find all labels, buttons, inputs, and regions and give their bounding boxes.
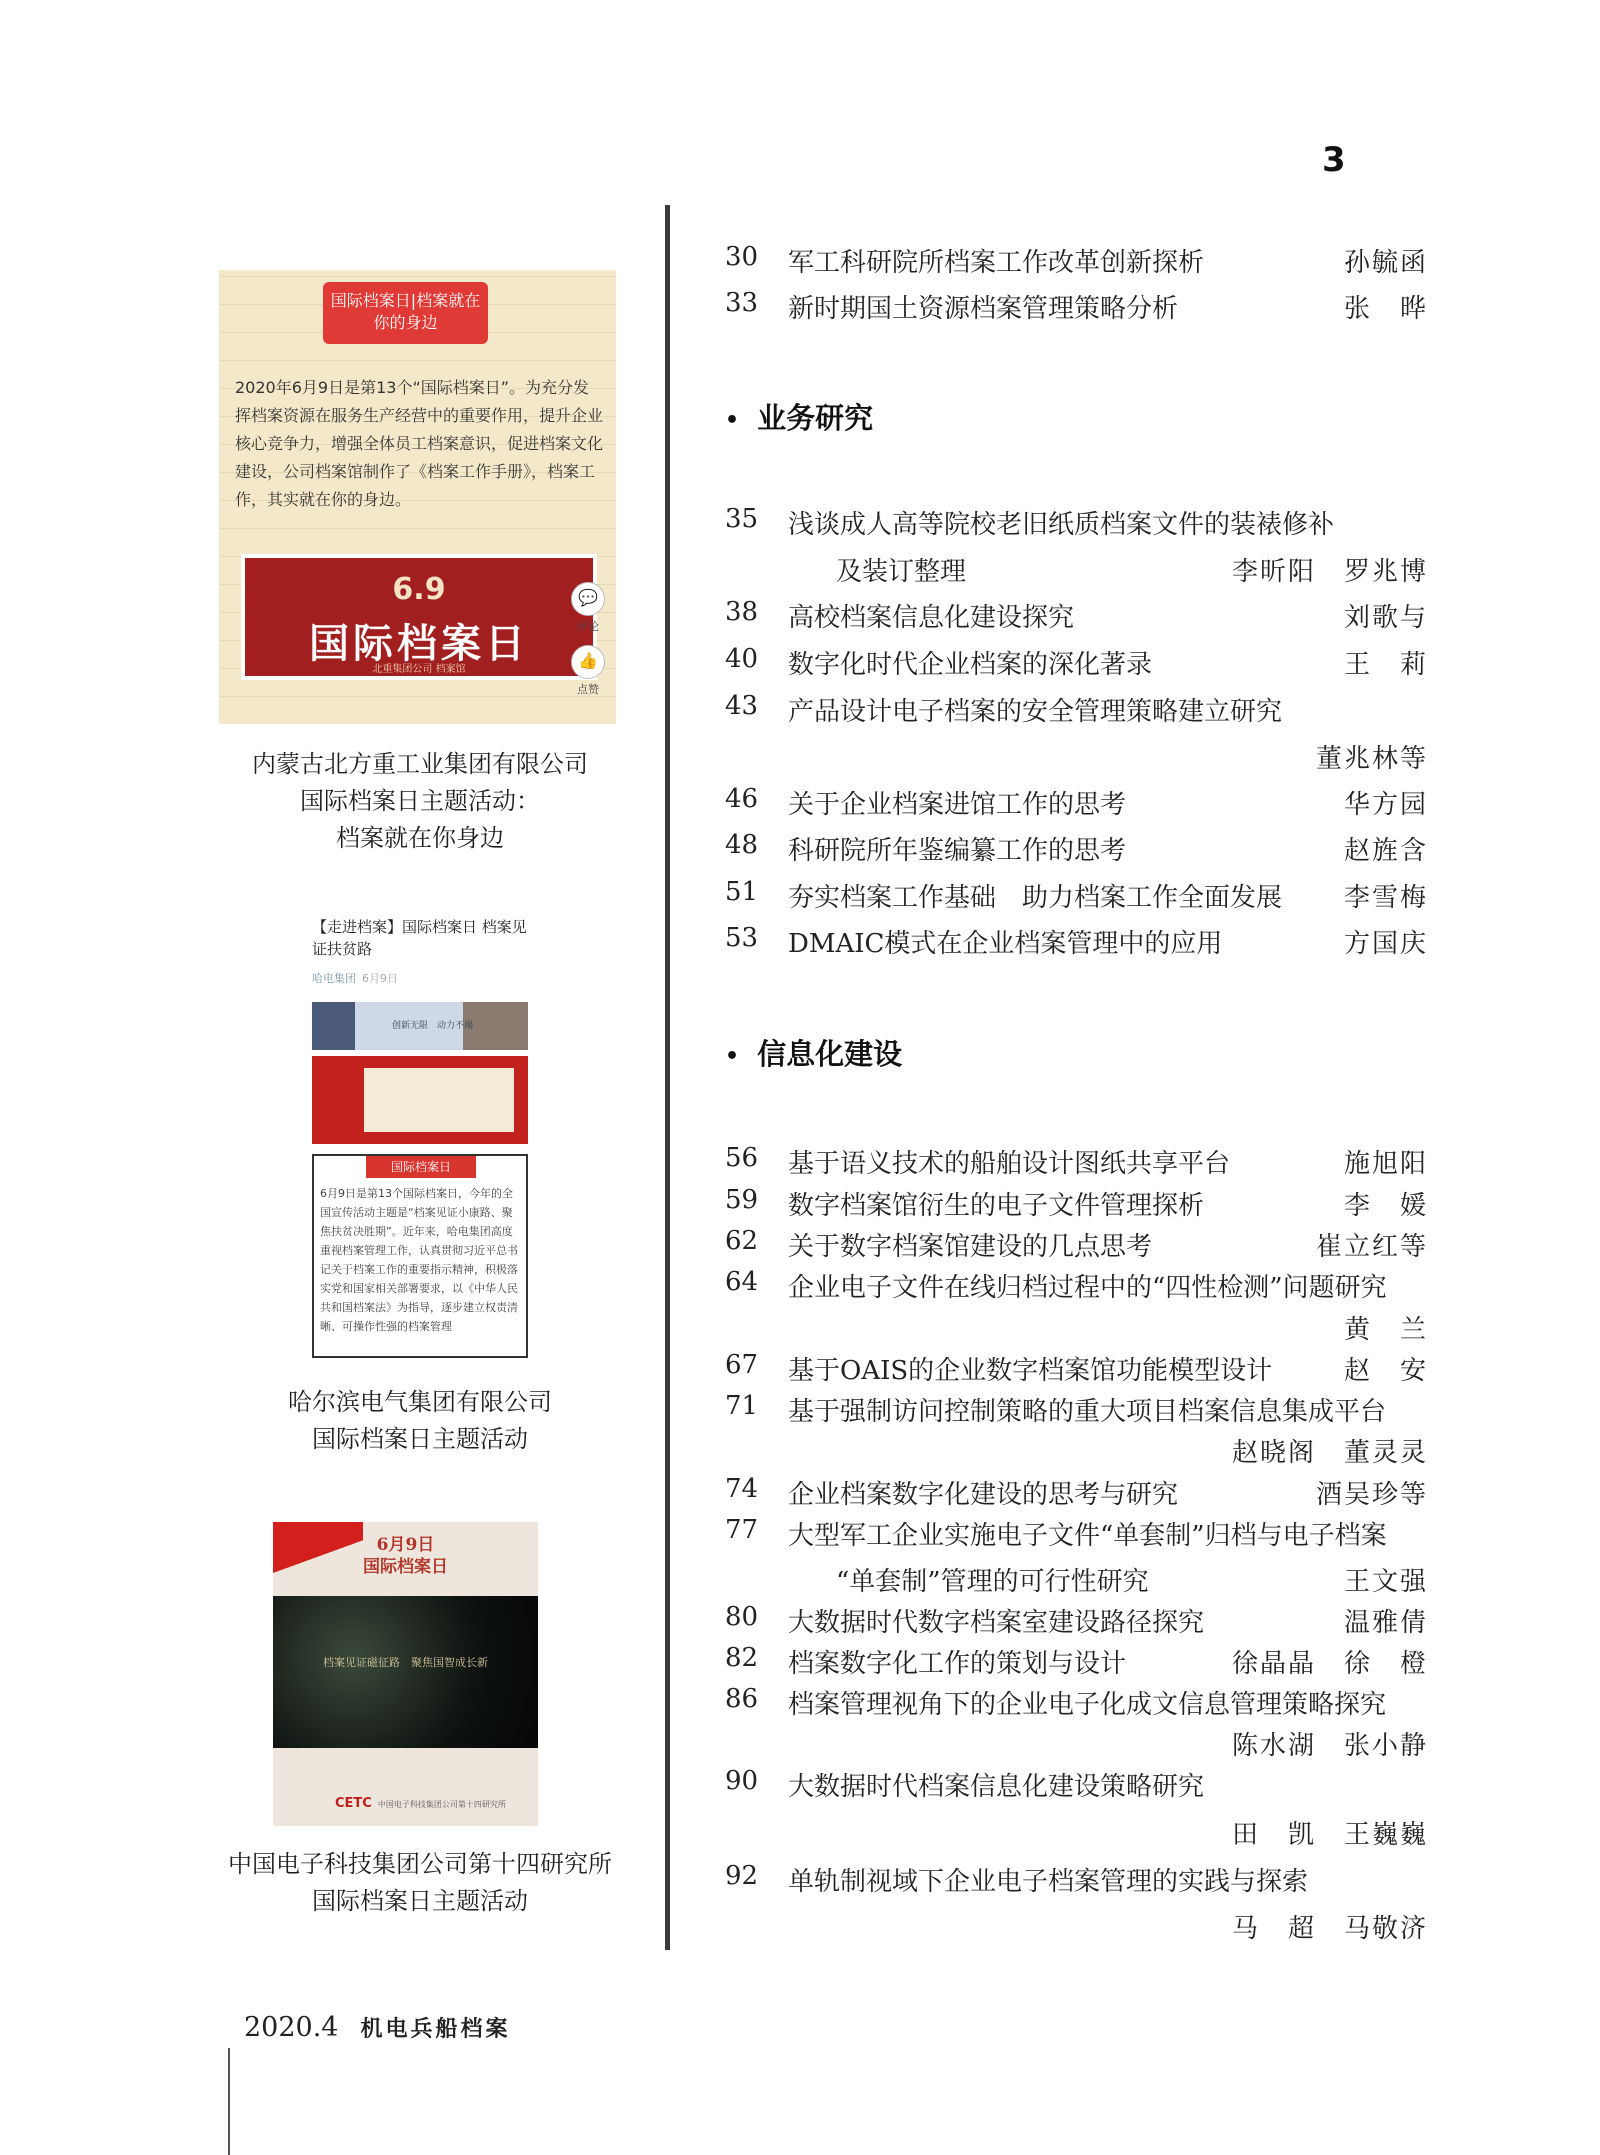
- page-ref: 80: [725, 1602, 759, 1632]
- page-ref: 46: [725, 784, 759, 814]
- toc-entry[interactable]: [700, 288, 1440, 328]
- article-title: 企业电子文件在线归档过程中的“四性检测”问题研究: [788, 1273, 1387, 1303]
- toc-entry[interactable]: [700, 1226, 1440, 1266]
- magazine-name: 机电兵船档案: [360, 2016, 511, 2042]
- toc-entry-continued[interactable]: [700, 1432, 1440, 1472]
- page-ref: 59: [725, 1185, 759, 1215]
- page-ref: 62: [725, 1226, 759, 1256]
- toc-entry[interactable]: [700, 1643, 1440, 1683]
- toc-entry[interactable]: [700, 877, 1440, 917]
- toc-entry-continued[interactable]: [700, 1309, 1440, 1349]
- page-ref: 48: [725, 830, 759, 860]
- page-ref: 90: [725, 1766, 759, 1796]
- photo-caption: 哈尔滨电气集团有限公司 国际档案日主题活动: [288, 1388, 552, 1453]
- article-title: 档案管理视角下的企业电子化成文信息管理策略探究: [788, 1690, 1387, 1720]
- poster-heading: 6月9日 国际档案日: [363, 1535, 448, 1577]
- dark-banner: 档案见证磁征路 聚焦国智成长新: [273, 1596, 538, 1748]
- toc-entry[interactable]: [700, 784, 1440, 824]
- article-title: 高校档案信息化建设探究: [788, 603, 1075, 633]
- toc-entry[interactable]: [700, 1602, 1440, 1642]
- article-author: 赵晓阁 董灵灵: [1231, 1438, 1428, 1468]
- article-title: 企业档案数字化建设的思考与研究: [788, 1480, 1179, 1510]
- article-title: 产品设计电子档案的安全管理策略建立研究: [788, 697, 1283, 727]
- page-ref: 56: [725, 1143, 759, 1173]
- toc-entry[interactable]: [700, 691, 1440, 731]
- photo-archive-day-wechat-post: [219, 270, 616, 724]
- article-excerpt: [312, 1154, 528, 1358]
- page-ref: 82: [725, 1643, 759, 1673]
- thumbs-up-icon: 👍: [571, 645, 605, 679]
- article-title: 基于OAIS的企业数字档案馆功能模型设计: [788, 1356, 1273, 1386]
- page-ref: 53: [725, 923, 759, 953]
- section-heading: • 业务研究: [725, 401, 874, 435]
- article-title: 单轨制视域下企业电子档案管理的实践与探索: [788, 1867, 1309, 1897]
- poster-title: 国际档案日: [309, 621, 529, 667]
- comment-button[interactable]: 💬 评论: [570, 582, 606, 634]
- toc-entry[interactable]: [700, 1350, 1440, 1390]
- article-title: 数字档案馆衍生的电子文件管理探析: [788, 1191, 1205, 1221]
- poster-org: 北重集团公司 档案馆: [372, 664, 466, 675]
- column-divider: [665, 205, 670, 1950]
- page-ref: 71: [725, 1391, 759, 1421]
- article-title: 军工科研院所档案工作改革创新探析: [788, 248, 1205, 278]
- page-ref: 43: [725, 691, 759, 721]
- page-footer: [244, 2012, 511, 2043]
- comment-icon: 💬: [571, 582, 605, 616]
- archive-day-poster: [241, 554, 597, 680]
- article-title: 关于数字档案馆建设的几点思考: [788, 1232, 1153, 1262]
- article-title: 浅谈成人高等院校老旧纸质档案文件的装裱修补: [788, 510, 1335, 540]
- article-title: “单套制”管理的可行性研究: [836, 1567, 1149, 1597]
- toc-entry[interactable]: [700, 1766, 1440, 1806]
- article-author: 王文强: [1343, 1567, 1428, 1597]
- toc-entry-continued[interactable]: [700, 1561, 1440, 1601]
- page-ref: 74: [725, 1474, 759, 1504]
- article-author: 施旭阳: [1343, 1149, 1428, 1179]
- article-title: 大数据时代档案信息化建设策略研究: [788, 1772, 1205, 1802]
- toc-entry[interactable]: [700, 1185, 1440, 1225]
- page-number: 3: [1322, 140, 1346, 180]
- article-author: 田 凯 王巍巍: [1231, 1820, 1428, 1850]
- toc-entry[interactable]: [700, 504, 1440, 544]
- article-author: 赵 安: [1343, 1356, 1428, 1386]
- poster-date: 6.9: [392, 572, 446, 607]
- issue-number: 2020.4: [244, 2012, 339, 2043]
- article-title: 基于强制访问控制策略的重大项目档案信息集成平台: [788, 1397, 1387, 1427]
- page-ref: 67: [725, 1350, 759, 1380]
- article-author: 黄 兰: [1343, 1315, 1428, 1345]
- article-title: 科研院所年鉴编纂工作的思考: [788, 836, 1127, 866]
- article-author: 马 超 马敬济: [1231, 1914, 1428, 1944]
- page-ref: 38: [725, 597, 759, 627]
- article-author: 温雅倩: [1343, 1608, 1428, 1638]
- article-title: 大数据时代数字档案室建设路径探究: [788, 1608, 1205, 1638]
- photo-caption: 中国电子科技集团公司第十四研究所 国际档案日主题活动: [228, 1850, 612, 1915]
- toc-entry-continued[interactable]: [700, 738, 1440, 778]
- article-author: 崔立红等: [1315, 1232, 1428, 1262]
- toc-entry-continued[interactable]: [700, 1908, 1440, 1948]
- excerpt-text: 6月9日是第13个国际档案日，今年的全国宣传活动主题是“档案见证小康路、聚焦扶贫决胜期”。近年来，哈电集团高度重视档案管理工作，认真贯彻习近平总书记关于档案工作的重要指示精神，积极落实党和国家相关部署要求，以《中华人民共和国档案法》为指导，逐步建立权责清晰、可操作性强的档案管理: [320, 1187, 518, 1333]
- article-author: 赵旌含: [1343, 836, 1428, 866]
- like-button[interactable]: 👍 点赞: [570, 645, 606, 697]
- excerpt-tag: 国际档案日: [366, 1156, 476, 1178]
- article-author: 李 媛: [1343, 1191, 1428, 1221]
- page-ref: 35: [725, 504, 759, 534]
- toc-entry[interactable]: [700, 1684, 1440, 1724]
- article-title: 及装订整理: [836, 557, 967, 587]
- toc-entry[interactable]: [700, 644, 1440, 684]
- article-author: 李雪梅: [1343, 883, 1428, 913]
- section-heading: • 信息化建设: [725, 1037, 903, 1071]
- page-ref: 33: [725, 288, 759, 318]
- page-ref: 30: [725, 242, 759, 272]
- page-ref: 64: [725, 1267, 759, 1297]
- toc-entry[interactable]: [700, 1143, 1440, 1183]
- page-ref: 92: [725, 1861, 759, 1891]
- toc-entry[interactable]: [700, 1267, 1440, 1307]
- article-author: 刘歌与: [1343, 603, 1428, 633]
- article-title: 档案数字化工作的策划与设计: [788, 1649, 1127, 1679]
- cetc-logo: CETC 中国电子科技集团公司第十四研究所: [335, 1796, 506, 1811]
- toc-entry[interactable]: [700, 242, 1440, 282]
- article-author: 徐晶晶 徐 橙: [1231, 1649, 1428, 1679]
- toc-entry[interactable]: [700, 1861, 1440, 1901]
- article-title: 基于语义技术的船舶设计图纸共享平台: [788, 1149, 1231, 1179]
- article-author: 酒吴珍等: [1315, 1480, 1428, 1510]
- page-ref: 51: [725, 877, 759, 907]
- article-author: 方国庆: [1343, 929, 1428, 959]
- article-title: 夯实档案工作基础 助力档案工作全面发展: [788, 883, 1283, 913]
- post-banner: 国际档案日|档案就在你的身边: [323, 282, 488, 344]
- post-body: 2020年6月9日是第13个“国际档案日”。为充分发挥档案资源在服务生产经营中的重要作用，提升企业核心竞争力，增强全体员工档案意识，促进档案文化建设，公司档案馆制作了《档案工作手册》，档案工作，其实就在你的身边。: [235, 378, 604, 509]
- article-title: 关于企业档案进馆工作的思考: [788, 790, 1127, 820]
- toc-entry[interactable]: [700, 1391, 1440, 1431]
- article-title: DMAIC模式在企业档案管理中的应用: [788, 929, 1223, 959]
- toc-entry-continued[interactable]: [700, 1814, 1440, 1854]
- article-author: 陈水湖 张小静: [1231, 1731, 1428, 1761]
- page-ref: 86: [725, 1684, 759, 1714]
- article-author: 华方园: [1343, 790, 1428, 820]
- page-ref: 40: [725, 644, 759, 674]
- footer-rule: [228, 2048, 230, 2155]
- toc-entry-continued[interactable]: [700, 551, 1440, 591]
- photo-harbin-wechat-post: [304, 910, 534, 1362]
- article-author: 张 晔: [1343, 294, 1428, 324]
- article-author: 孙毓函: [1343, 248, 1428, 278]
- toc-entry[interactable]: [700, 1515, 1440, 1555]
- photo-caption: 内蒙古北方重工业集团有限公司 国际档案日主题活动： 档案就在你身边: [252, 750, 588, 852]
- post-meta: 哈电集团 6月9日: [312, 972, 398, 985]
- article-title: 大型军工企业实施电子文件“单套制”归档与电子档案: [788, 1521, 1387, 1551]
- toc-entry-continued[interactable]: [700, 1725, 1440, 1765]
- article-author: 李昕阳 罗兆博: [1231, 557, 1428, 587]
- article-author: 王 莉: [1343, 650, 1428, 680]
- toc-entry[interactable]: [700, 830, 1440, 870]
- header-image: 创新无限 动力不竭: [312, 1002, 528, 1050]
- photo-cetc-poster: [273, 1522, 538, 1826]
- article-title: 新时期国土资源档案管理策略分析: [788, 294, 1179, 324]
- article-author: 董兆林等: [1315, 744, 1428, 774]
- page-ref: 77: [725, 1515, 759, 1545]
- quote-image: [312, 1056, 528, 1144]
- toc-entry[interactable]: [700, 923, 1440, 963]
- post-title: 【走进档案】国际档案日 档案见证扶贫路: [312, 918, 527, 958]
- toc-entry[interactable]: [700, 1474, 1440, 1514]
- article-title: 数字化时代企业档案的深化著录: [788, 650, 1153, 680]
- toc-entry[interactable]: [700, 597, 1440, 637]
